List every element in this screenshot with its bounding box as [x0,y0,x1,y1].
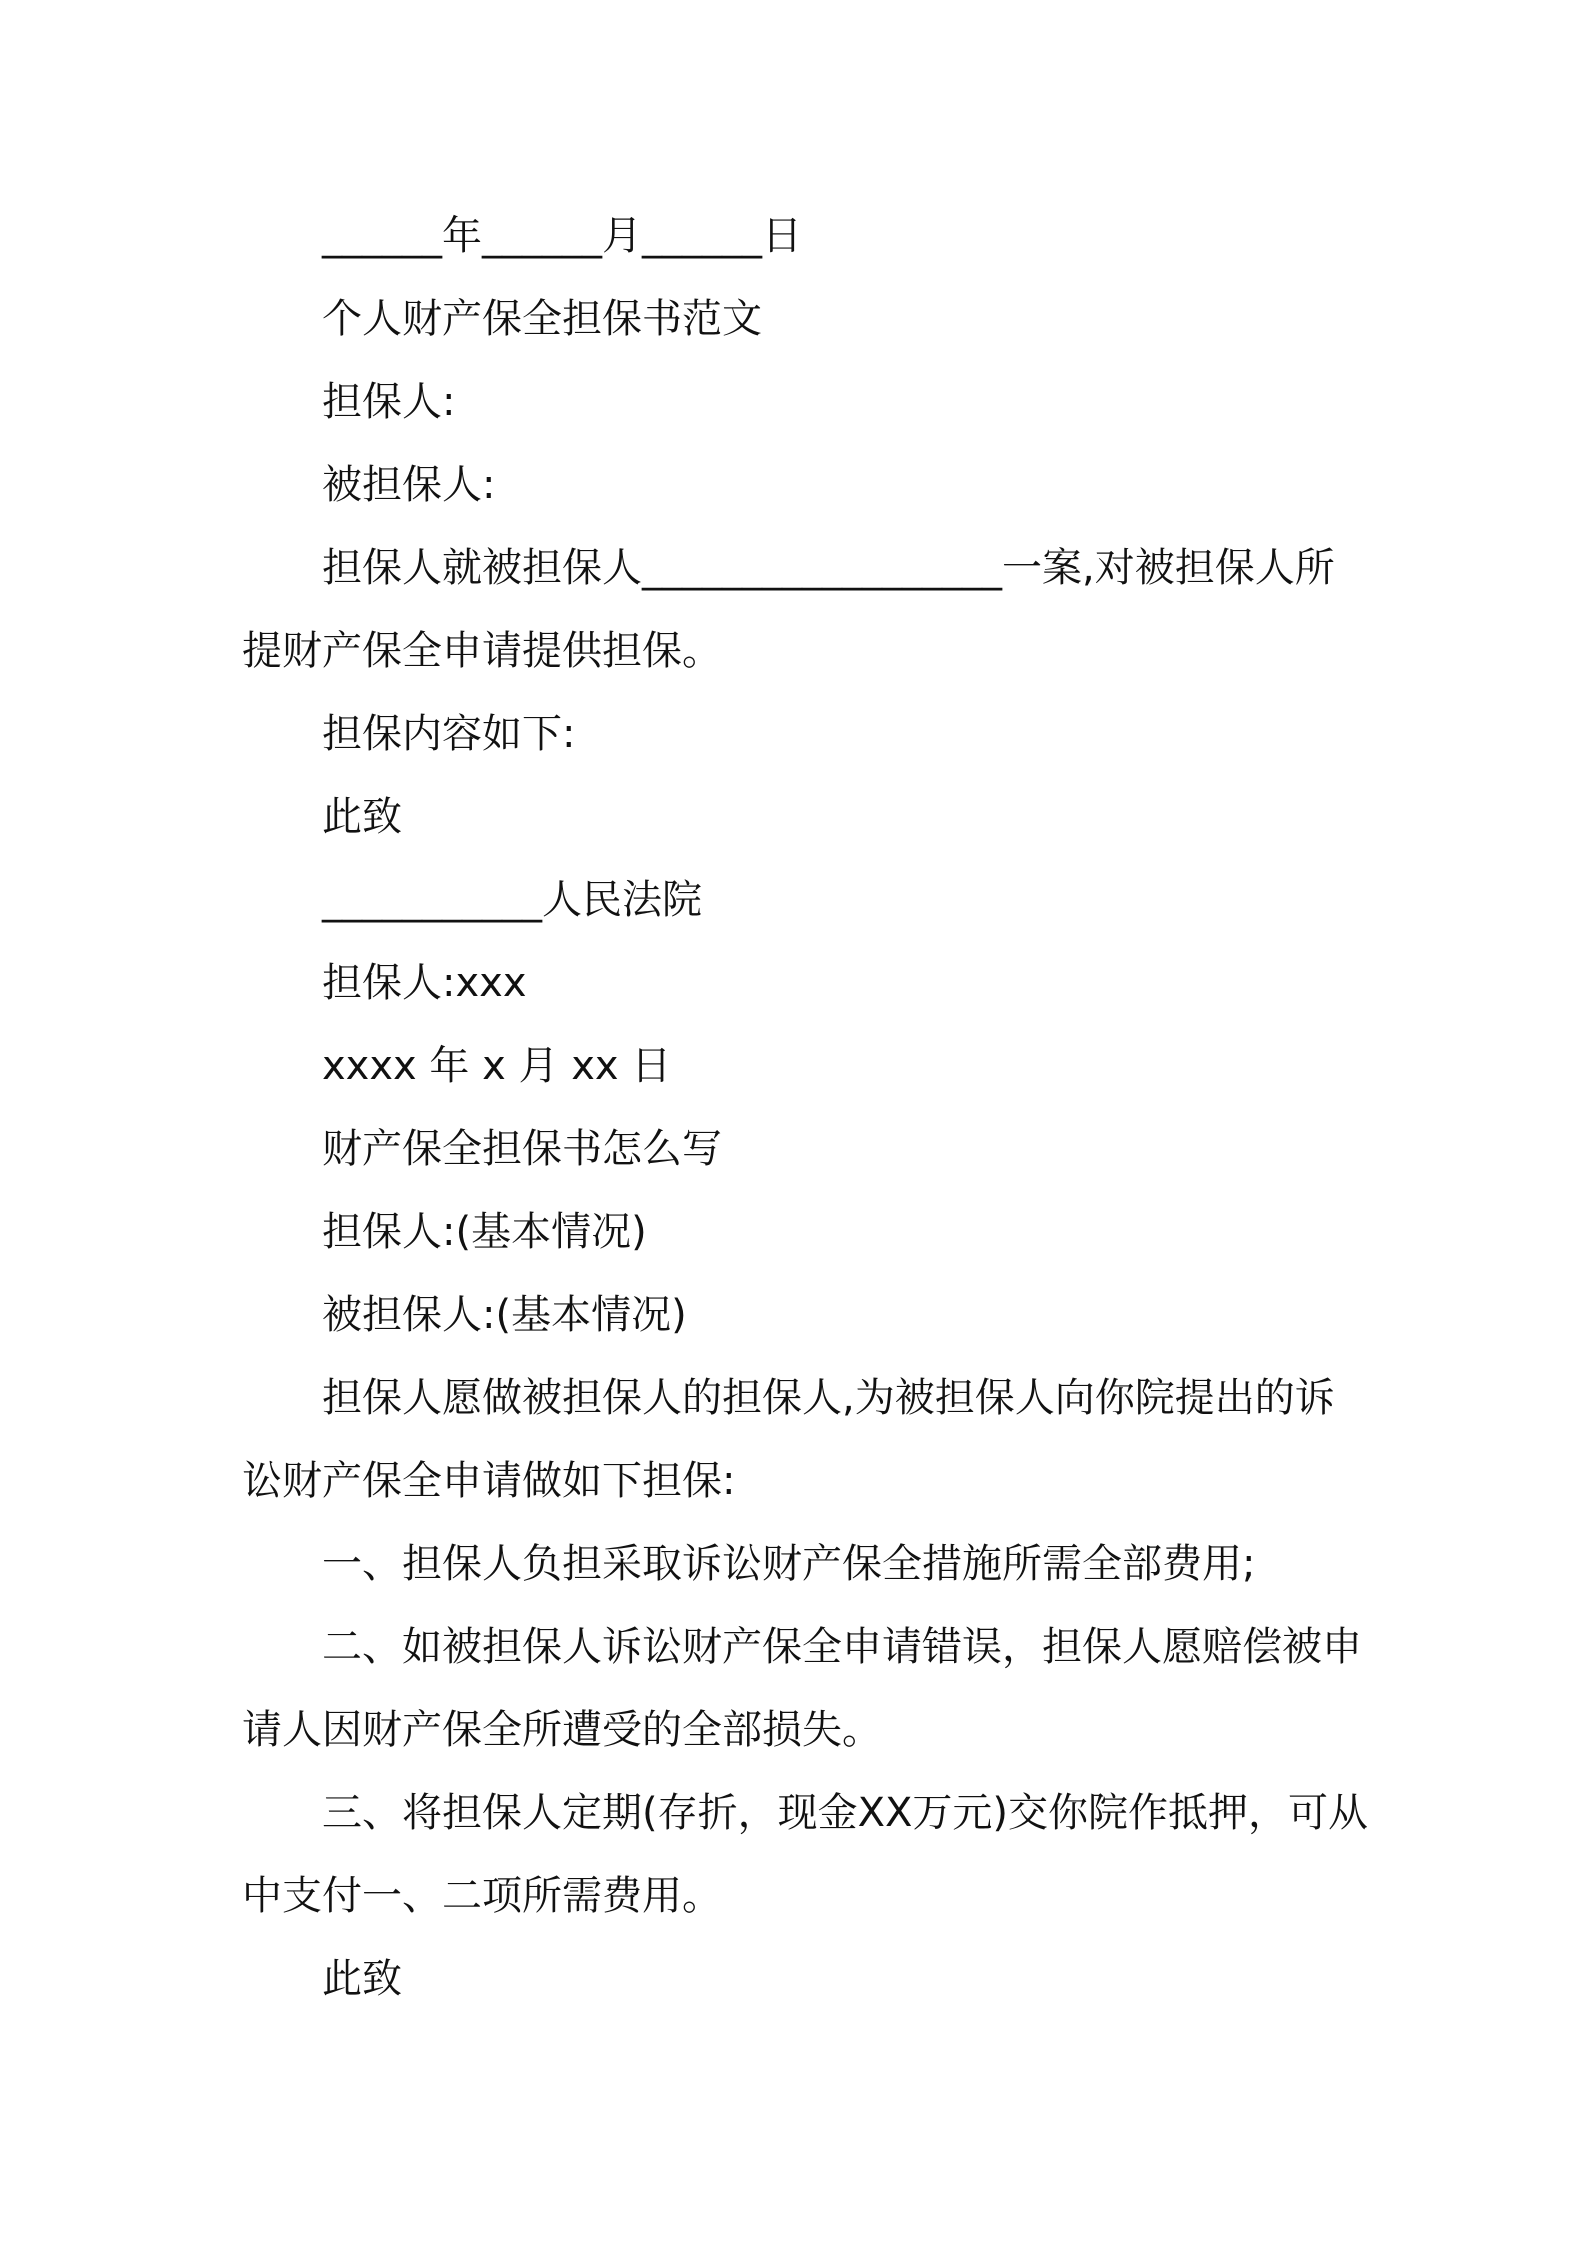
guarantor-basic-info: 担保人:(基本情况) [322,1209,647,1255]
guaranteed-basic-info: 被担保人:(基本情况) [322,1292,687,1338]
clause-two [242,1606,1362,1772]
clause-three-line-2: 中支付一、二项所需费用。 [242,1873,722,1919]
guarantee-statement-line-1: 担保人愿做被担保人的担保人,为被担保人向你院提出的诉 [322,1375,1335,1421]
clause-three-line-1: 三、将担保人定期(存折，现金XX万元)交你院作抵押，可从 [322,1790,1369,1836]
date-blank-line: ______年______月______日 [322,213,802,259]
guarantee-statement [242,1357,1354,1523]
guarantee-paragraph-line-1: 担保人就被担保人__________________一案,对被担保人所 [322,545,1335,591]
clause-two-line-1: 二、如被担保人诉讼财产保全申请错误，担保人愿赔偿被申 [322,1624,1362,1670]
guarantor-label: 担保人: [322,379,456,425]
document-page [242,195,1369,2021]
salutation: 此致 [322,794,402,840]
clause-two-line-2: 请人因财产保全所遭受的全部损失。 [242,1707,882,1753]
clause-three [242,1772,1369,1938]
content-heading: 担保内容如下: [322,711,576,757]
guarantor-signature: 担保人:xxx [322,960,527,1006]
title-how-to-write: 财产保全担保书怎么写 [322,1126,722,1172]
signature-date: xxxx 年 x 月 xx 日 [322,1043,672,1089]
closing-salutation: 此致 [322,1956,402,2002]
title-personal-guarantee: 个人财产保全担保书范文 [322,296,762,342]
guarantee-paragraph-line-2: 提财产保全申请提供担保。 [242,628,722,674]
guaranteed-party-label: 被担保人: [322,462,496,508]
court-line: ___________人民法院 [322,877,702,923]
clause-one: 一、担保人负担采取诉讼财产保全措施所需全部费用; [322,1541,1256,1587]
guarantee-paragraph [242,527,1354,693]
guarantee-statement-line-2: 讼财产保全申请做如下担保: [242,1458,736,1504]
